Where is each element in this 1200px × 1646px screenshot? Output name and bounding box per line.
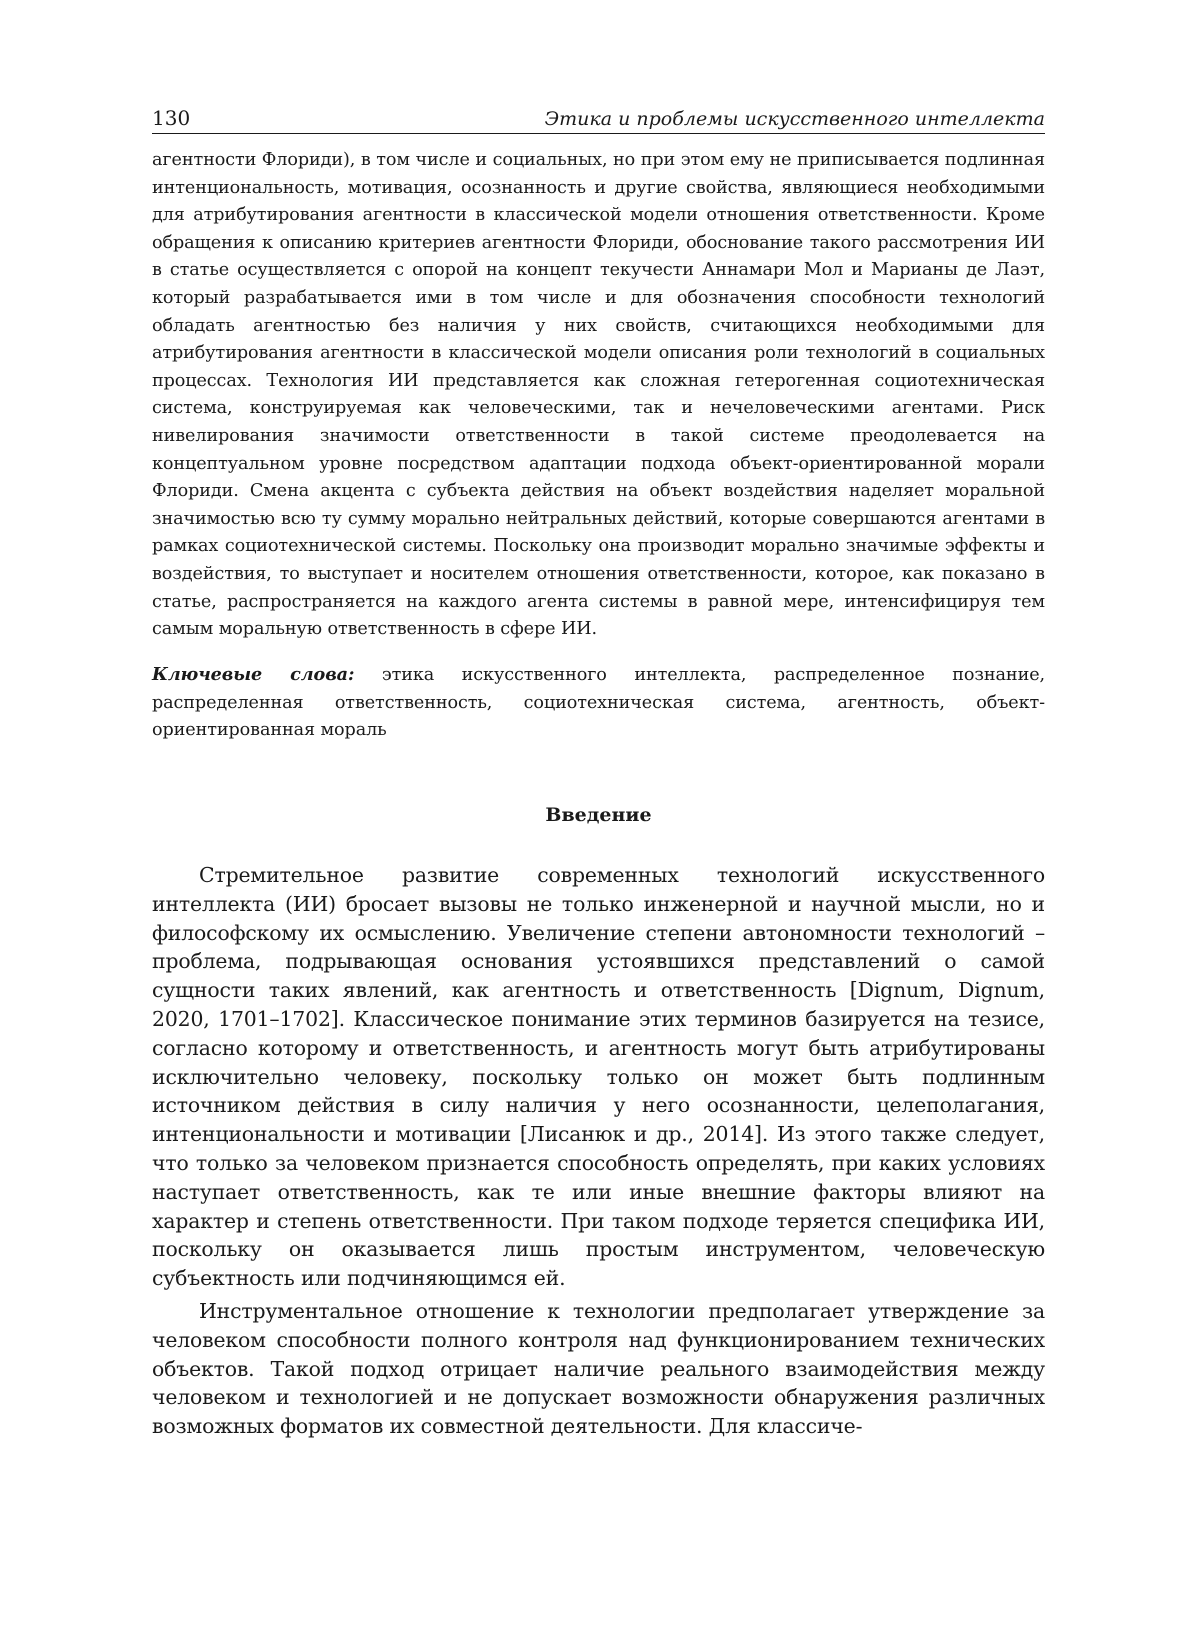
body-paragraph: Инструментальное отношение к технологии предполагает утверждение за человеком способности полного контроля над функционированием технических объектов. Такой подход отрицает наличие реального взаимодействия между человеком и технологией и не допускает возможности обнаружения различных возможных форматов их совместной деятельности. Для классиче-: [152, 1299, 1045, 1439]
running-head: [152, 100, 1045, 134]
page: [152, 100, 1045, 1441]
page-number: 130: [152, 106, 191, 130]
section-heading: Введение: [545, 804, 652, 827]
section-body: [152, 861, 1045, 1441]
keywords: [152, 661, 1045, 745]
keywords-label: Ключевые слова:: [152, 664, 355, 686]
keywords-text: этика искусственного интеллекта, распределенное познание, распределенная ответственность, социотехническая система, агентность, объект-ориентированная мораль: [152, 665, 1045, 741]
body-paragraph: Стремительное развитие современных технологий искусственного интеллекта (ИИ) бросает вызовы не только инженерной и научной мысли, но и философскому их осмыслению. Увеличение степени автономности технологий – проблема, подрывающая основания устоявшихся представлений о самой сущности таких явлений, как агентность и ответственность [Dignum, Dignum, 2020, 1701–1702]. Классическое понимание этих терминов базируется на тезисе, согласно которому и ответственность, и агентность могут быть атрибутированы исключительно человеку, поскольку только он может быть подлинным источником действия в силу наличия у него осознанности, целеполагания, интенциональности и мотивации [Лисанюк и др., 2014]. Из этого также следует, что только за человеком признается способность определять, при каких условиях наступает ответственность, как те или иные внешние факторы влияют на характер и степень ответственности. При таком подходе теряется специфика ИИ, поскольку он оказывается лишь простым инструментом, человеческую субъектность или подчиняющимся ей.: [152, 863, 1045, 1291]
running-title: Этика и проблемы искусственного интеллекта: [544, 108, 1045, 130]
abstract-text: агентности Флориди), в том числе и социальных, но при этом ему не приписывается подлинная интенциональность, мотивация, осознанность и другие свойства, являющиеся необходимыми для атрибутирования агентности в классической модели отношения ответственности. Кроме обращения к описанию критериев агентности Флориди, обоснование такого рассмотрения ИИ в статье осуществляется с опорой на концепт текучести Аннамари Мол и Марианы де Лаэт, который разрабатывается ими в том числе и для обозначения способности технологий обладать агентностью без наличия у них свойств, считающихся необходимыми для атрибутирования агентности в классической модели описания роли технологий в социальных процессах. Технология ИИ представляется как сложная гетерогенная социотехническая система, конструируемая как человеческими, так и нечеловеческими агентами. Риск нивелирования значимости ответственности в такой системе преодолевается на концептуальном уровне посредством адаптации подхода объект-ориентированной морали Флориди. Смена акцента с субъекта действия на объект воздействия наделяет моральной значимостью всю ту сумму морально нейтральных действий, которые совершаются агентами в рамках социотехнической системы. Поскольку она производит морально значимые эффекты и воздействия, то выступает и носителем отношения ответственности, которое, как показано в статье, распространяется на каждого агента системы в равной мере, интенсифицируя тем самым моральную ответственность в сфере ИИ.: [152, 150, 1045, 640]
